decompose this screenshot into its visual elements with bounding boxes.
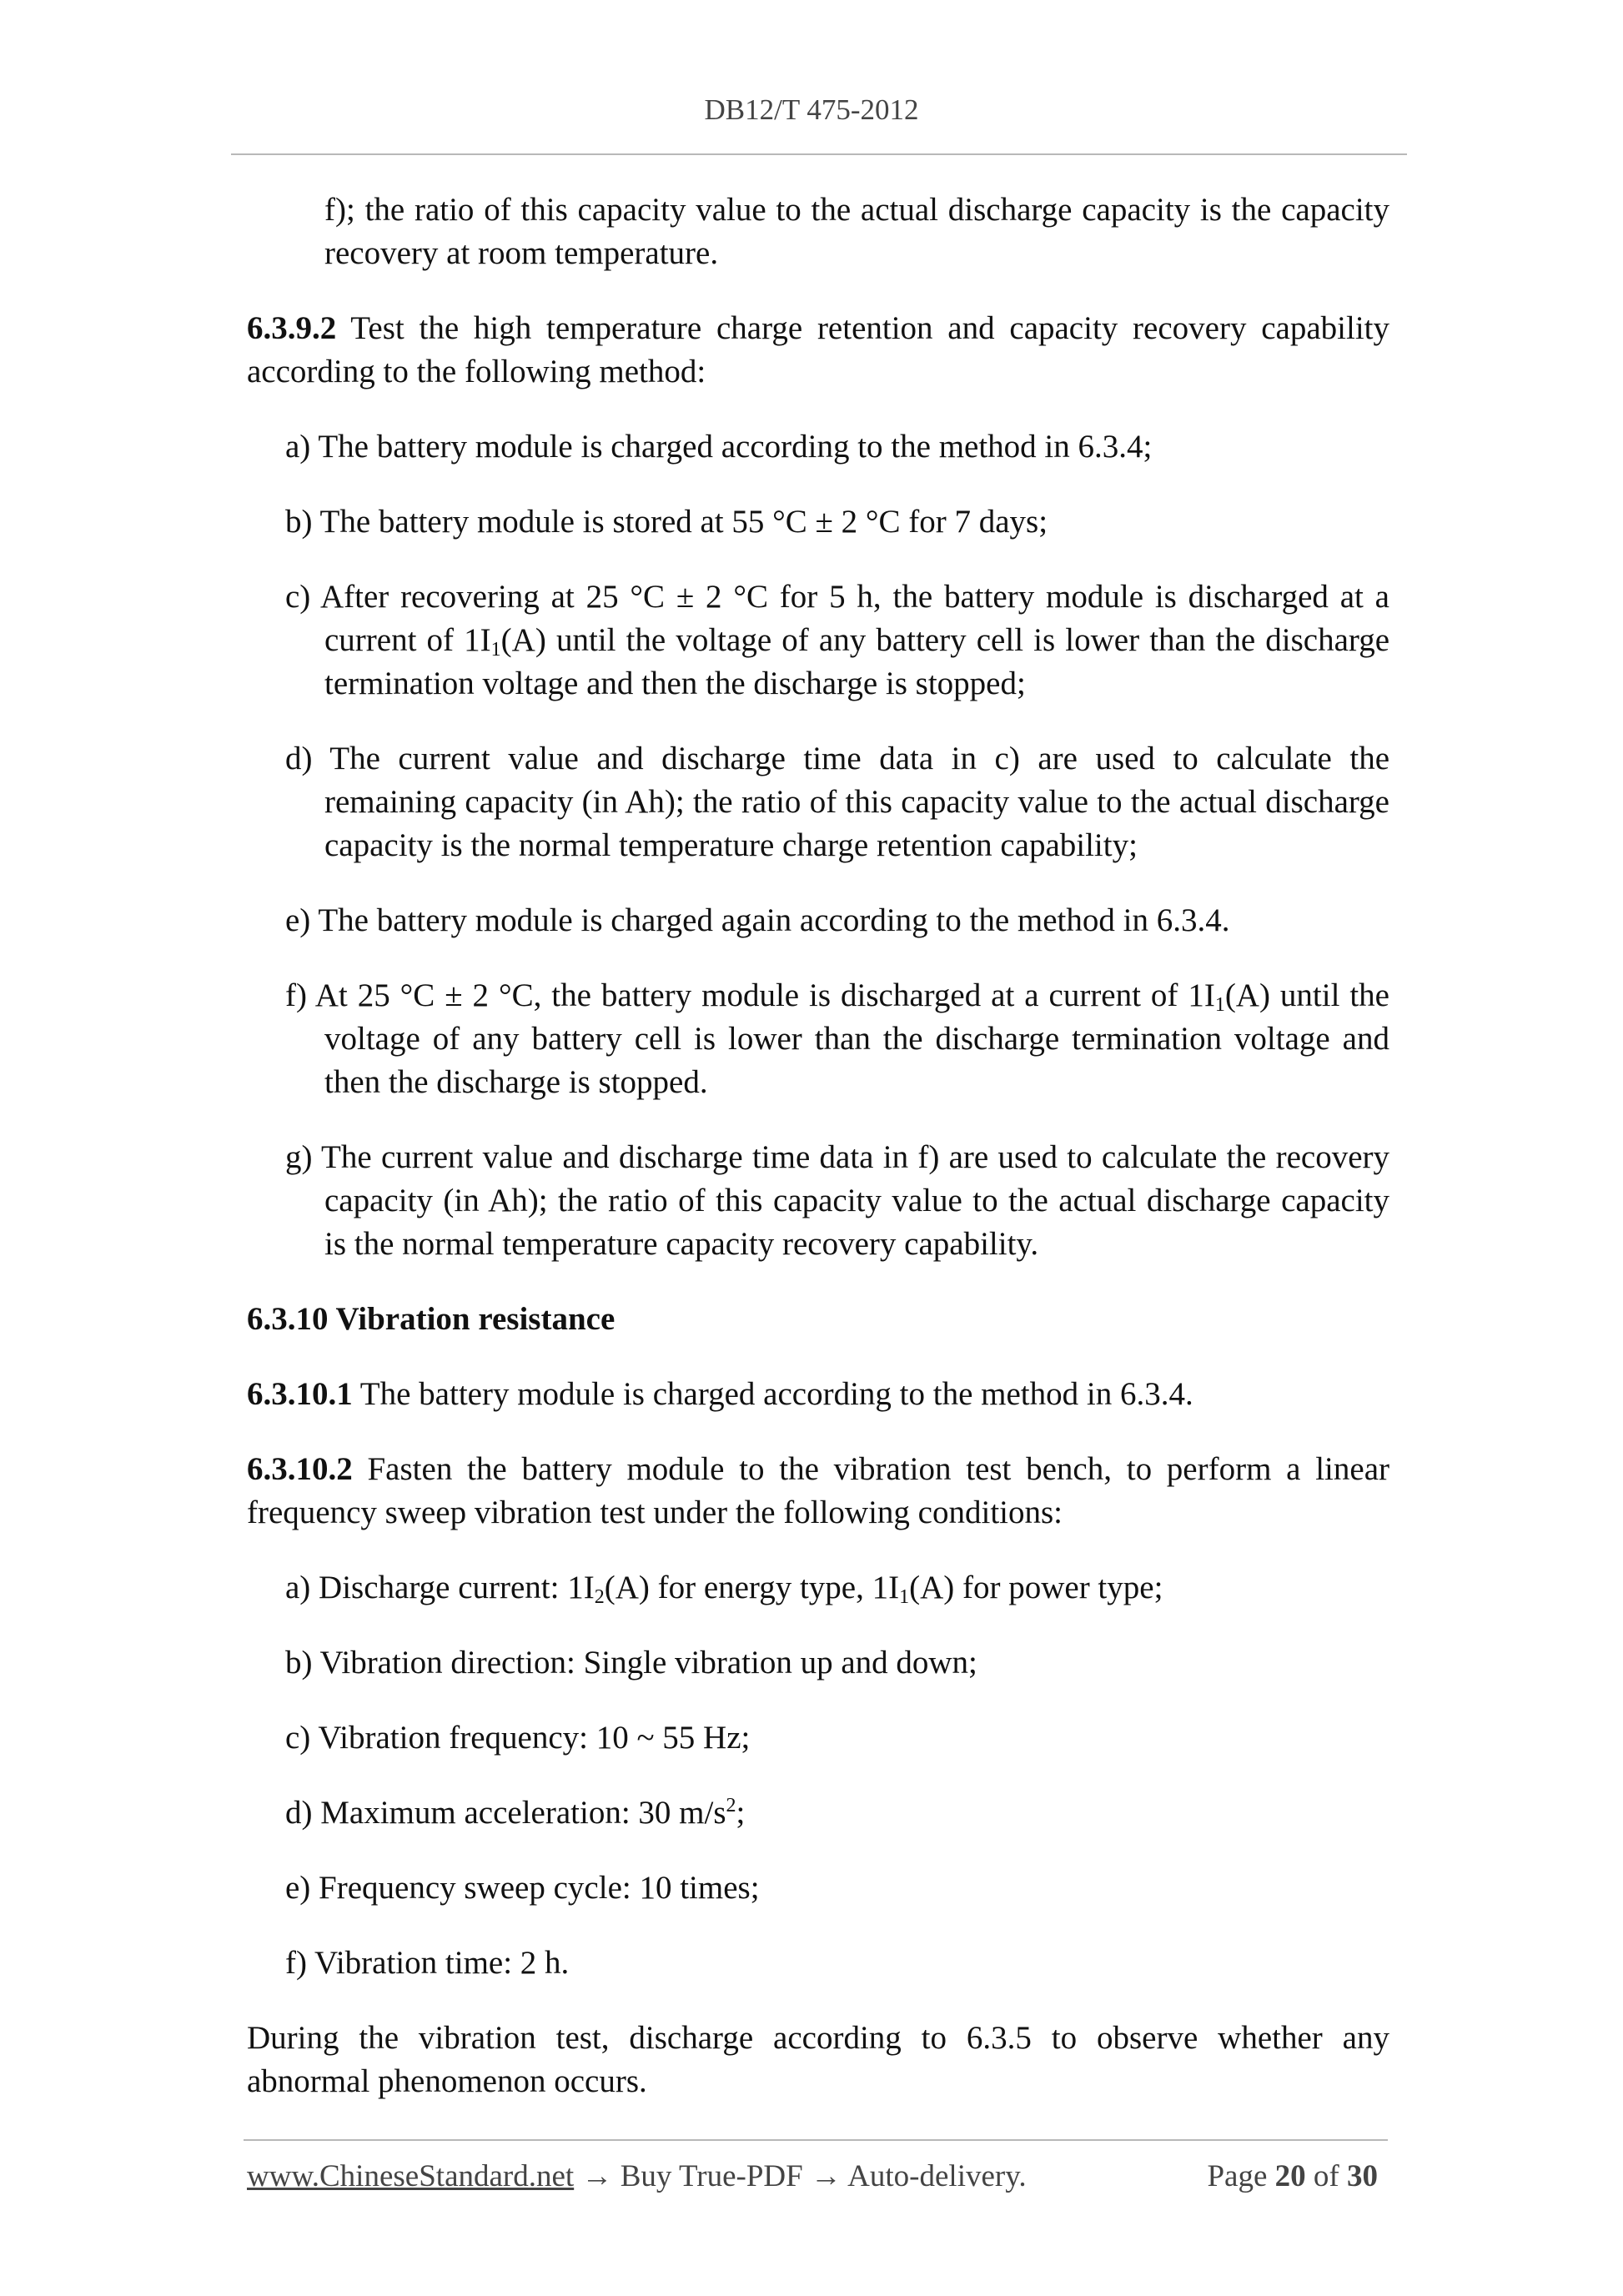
footer-promo (247, 2158, 1027, 2194)
list-item: c) After recovering at 25 °C ± 2 °C for 5 h, the battery module is discharged at a current of $1I_1(A)$ until the voltage of any battery cell is lower than the discharge termination voltage and then the discharge is stopped; (285, 579, 1390, 701)
continuation-paragraph: f); the ratio of this capacity value to the actual discharge capacity is the capacity recovery at room temperature. (324, 192, 1389, 271)
total-pages: 30 (1347, 2159, 1378, 2193)
arrow-right-icon: → (810, 2159, 842, 2193)
clause-number: 6.3.9.2 (247, 310, 337, 346)
section-heading: 6.3.10 Vibration resistance (247, 1301, 616, 1337)
list-item: f) Vibration time: 2 h. (285, 1945, 570, 1981)
list-item: e) Frequency sweep cycle: 10 times; (285, 1870, 760, 1906)
list-item: d) Maximum acceleration: 30 $m/s^2$; (285, 1795, 746, 1831)
auto-delivery-text: Auto-delivery. (847, 2159, 1027, 2193)
list-item: e) The battery module is charged again according to the method in 6.3.4. (285, 902, 1230, 938)
closing-paragraph: During the vibration test, discharge according to 6.3.5 to observe whether any abnormal phenomenon occurs. (247, 2020, 1389, 2099)
buy-pdf-text: Buy True-PDF (620, 2159, 803, 2193)
page-body (247, 188, 1389, 2103)
clause-6-3-10-2 (247, 1448, 1389, 1535)
clause-6-3-9-2 (247, 307, 1389, 394)
list-item: a) Discharge current: $1I_2(A)$ for energy type, $1I_1(A)$ for power type; (285, 1570, 1163, 1608)
clause-number: 6.3.10.1 (247, 1376, 353, 1412)
clause-text: The battery module is charged according to the method in 6.3.4. (352, 1376, 1193, 1412)
clause-text: Test the high temperature charge retention and capacity recovery capability according to the following method: (247, 310, 1389, 389)
footer (247, 2158, 1389, 2202)
clause-text: Fasten the battery module to the vibration test bench, to perform a linear frequency sweep vibration test under the following conditions: (247, 1451, 1389, 1530)
list-item: d) The current value and discharge time data in c) are used to calculate the remaining capacity (in Ah); the ratio of this capacity value to the actual discharge capacity is the normal temperature charge retention capability; (285, 741, 1389, 863)
header-title: DB12/T 475-2012 (704, 93, 919, 126)
website-link[interactable]: www.ChineseStandard.net (247, 2159, 575, 2193)
list-item: b) Vibration direction: Single vibration up and down; (285, 1645, 977, 1681)
current-page: 20 (1274, 2159, 1306, 2193)
of-label: of (1313, 2159, 1339, 2193)
list-item: a) The battery module is charged according to the method in 6.3.4; (285, 429, 1153, 465)
page-label: Page (1207, 2159, 1268, 2193)
page-number (1207, 2158, 1378, 2194)
clause-number: 6.3.10.2 (247, 1451, 353, 1487)
footer-divider (244, 2139, 1388, 2141)
list-item: g) The current value and discharge time data in f) are used to calculate the recovery capacity (in Ah); the ratio of this capacity value to the actual discharge capacity is the normal temperature capacity recovery capability. (285, 1139, 1389, 1262)
list-item: c) Vibration frequency: 10 ~ 55 Hz; (285, 1720, 751, 1756)
clause-6-3-10-1 (247, 1373, 1389, 1416)
header-divider (231, 153, 1407, 155)
list-item: f) At 25 °C ± 2 °C, the battery module is discharged at a current of $1I_1(A)$ until the voltage of any battery cell is lower than the discharge termination voltage and then the discharge is stopped. (285, 977, 1389, 1100)
list-item: b) The battery module is stored at 55 °C ± 2 °C for 7 days; (285, 504, 1048, 540)
arrow-right-icon: → (581, 2159, 613, 2193)
